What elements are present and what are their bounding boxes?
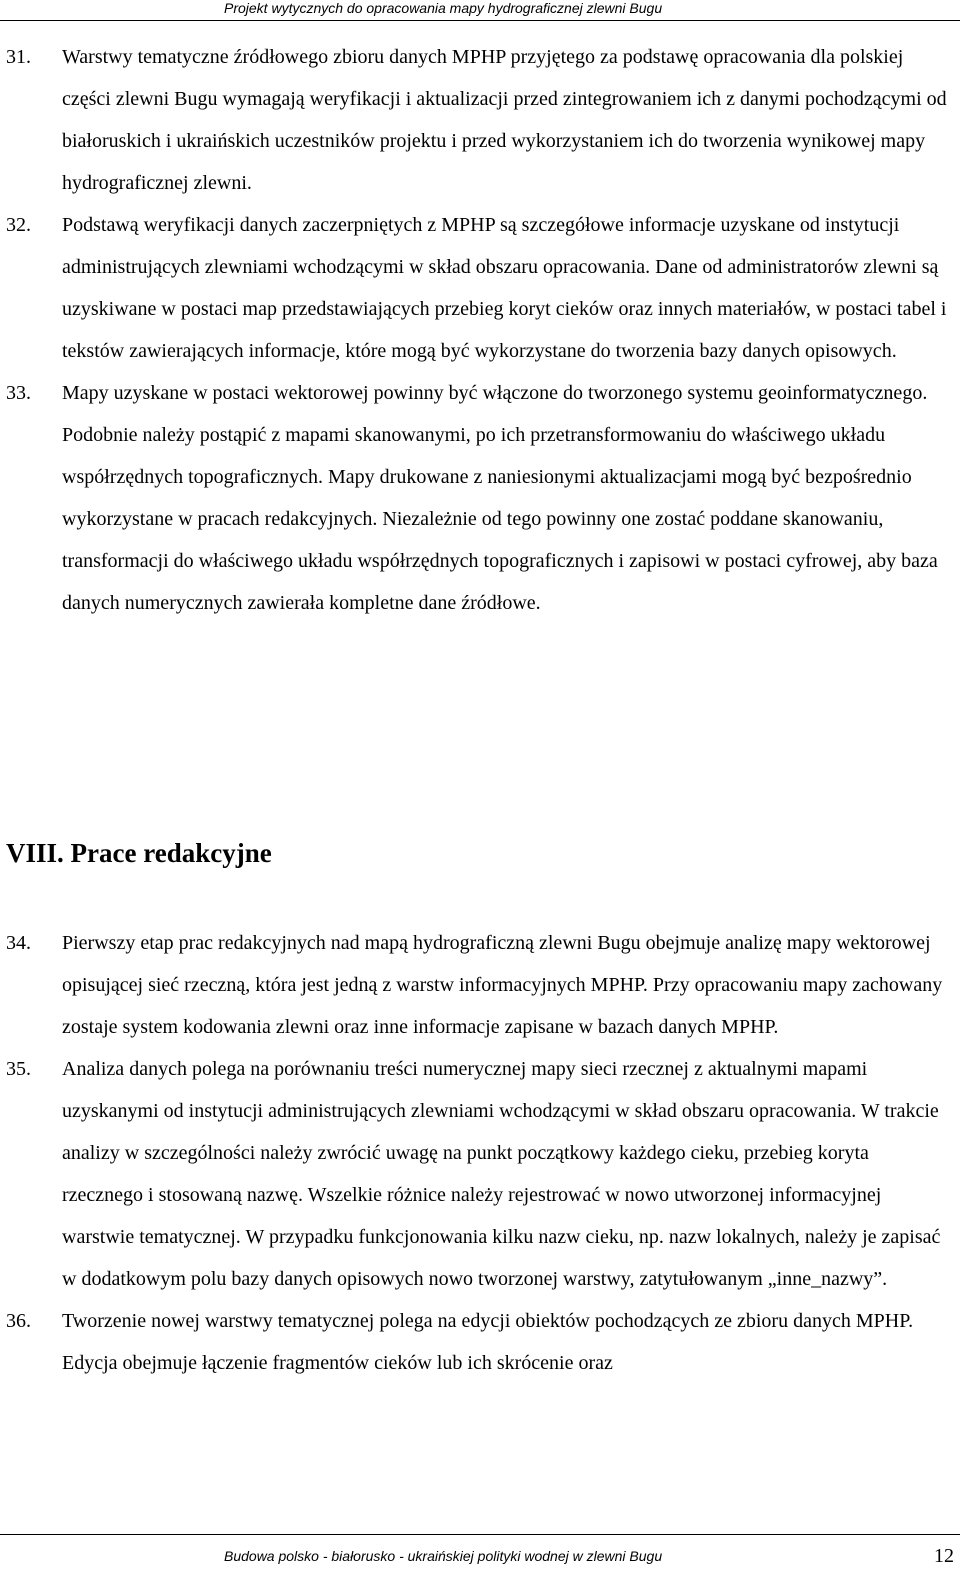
paragraph-36: [0, 1300, 960, 1384]
paragraph-number: 31.: [6, 46, 31, 68]
running-footer: Budowa polsko - białorusko - ukraińskiej polityki wodnej w zlewni Bugu: [224, 1548, 663, 1564]
paragraph-number: 32.: [6, 214, 31, 236]
header-divider: [0, 20, 960, 21]
paragraph-33: [0, 372, 960, 624]
section-heading: VIII. Prace redakcyjne: [6, 838, 272, 868]
paragraph-text: Podstawą weryfikacji danych zaczerpniętych z MPHP są szczegółowe informacje uzyskane od instytucji administrujących zlewniami wchodzącymi w skład obszaru opracowania. Dane od administratorów zlewni są uzyskiwane w postaci map przedstawiających przebieg koryt cieków oraz innych materiałów, w postaci tabel i tekstów zawierających informacje, które mogą być wykorzystane do tworzenia bazy danych opisowych.: [62, 214, 947, 362]
paragraph-number: 33.: [6, 382, 31, 404]
paragraphs-after-heading: [0, 922, 960, 1384]
paragraph-31: [0, 36, 960, 204]
paragraph-number: 34.: [6, 932, 31, 954]
paragraph-text: Tworzenie nowej warstwy tematycznej polega na edycji obiektów pochodzących ze zbioru danych MPHP. Edycja obejmuje łączenie fragmentów cieków lub ich skrócenie oraz: [62, 1310, 914, 1374]
paragraph-text: Pierwszy etap prac redakcyjnych nad mapą hydrograficzną zlewni Bugu obejmuje analizę mapy wektorowej opisującej sieć rzeczną, która jest jedną z warstw informacyjnych MPHP. Przy opracowaniu mapy zachowany zostaje system kodowania zlewni oraz inne informacje zapisane w bazach danych MPHP.: [62, 932, 943, 1038]
paragraph-32: [0, 204, 960, 372]
paragraph-text: Mapy uzyskane w postaci wektorowej powinny być włączone do tworzonego systemu geoinformatycznego. Podobnie należy postąpić z mapami skanowanymi, po ich przetransformowaniu do właściwego układu współrzędnych topograficznych. Mapy drukowane z naniesionymi aktualizacjami mogą być bezpośrednio wykorzystane w pracach redakcyjnych. Niezależnie od tego powinny one zostać poddane skanowaniu, transformacji do właściwego układu współrzędnych topograficznych i zapisowi w postaci cyfrowej, aby baza danych numerycznych zawierała kompletne dane źródłowe.: [62, 382, 938, 614]
paragraph-35: [0, 1048, 960, 1300]
paragraph-34: [0, 922, 960, 1048]
running-header: Projekt wytycznych do opracowania mapy hydrograficznej zlewni Bugu: [224, 0, 663, 16]
paragraph-text: Analiza danych polega na porównaniu treści numerycznej mapy sieci rzecznej z aktualnymi mapami uzyskanymi od instytucji administrujących zlewniami wchodzącymi w skład obszaru opracowania. W trakcie analizy w szczególności należy zwrócić uwagę na punkt początkowy każdego cieku, przebieg koryta rzecznego i stosowaną nazwę. Wszelkie różnice należy rejestrować w nowo utworzonej informacyjnej warstwie tematycznej. W przypadku funkcjonowania kilku nazw cieku, np. nazw lokalnych, należy je zapisać w dodatkowym polu bazy danych opisowych nowo tworzonej warstwy, zatytułowanym „inne_nazwy”.: [62, 1058, 941, 1290]
page-number: 12: [934, 1545, 954, 1567]
paragraphs-before-heading: [0, 36, 960, 624]
paragraph-number: 35.: [6, 1058, 31, 1080]
footer-divider: [0, 1534, 960, 1535]
paragraph-number: 36.: [6, 1310, 31, 1332]
paragraph-text: Warstwy tematyczne źródłowego zbioru danych MPHP przyjętego za podstawę opracowania dla polskiej części zlewni Bugu wymagają weryfikacji i aktualizacji przed zintegrowaniem ich z danymi pochodzącymi od białoruskich i ukraińskich uczestników projektu i przed wykorzystaniem ich do tworzenia wynikowej mapy hydrograficznej zlewni.: [62, 46, 947, 194]
